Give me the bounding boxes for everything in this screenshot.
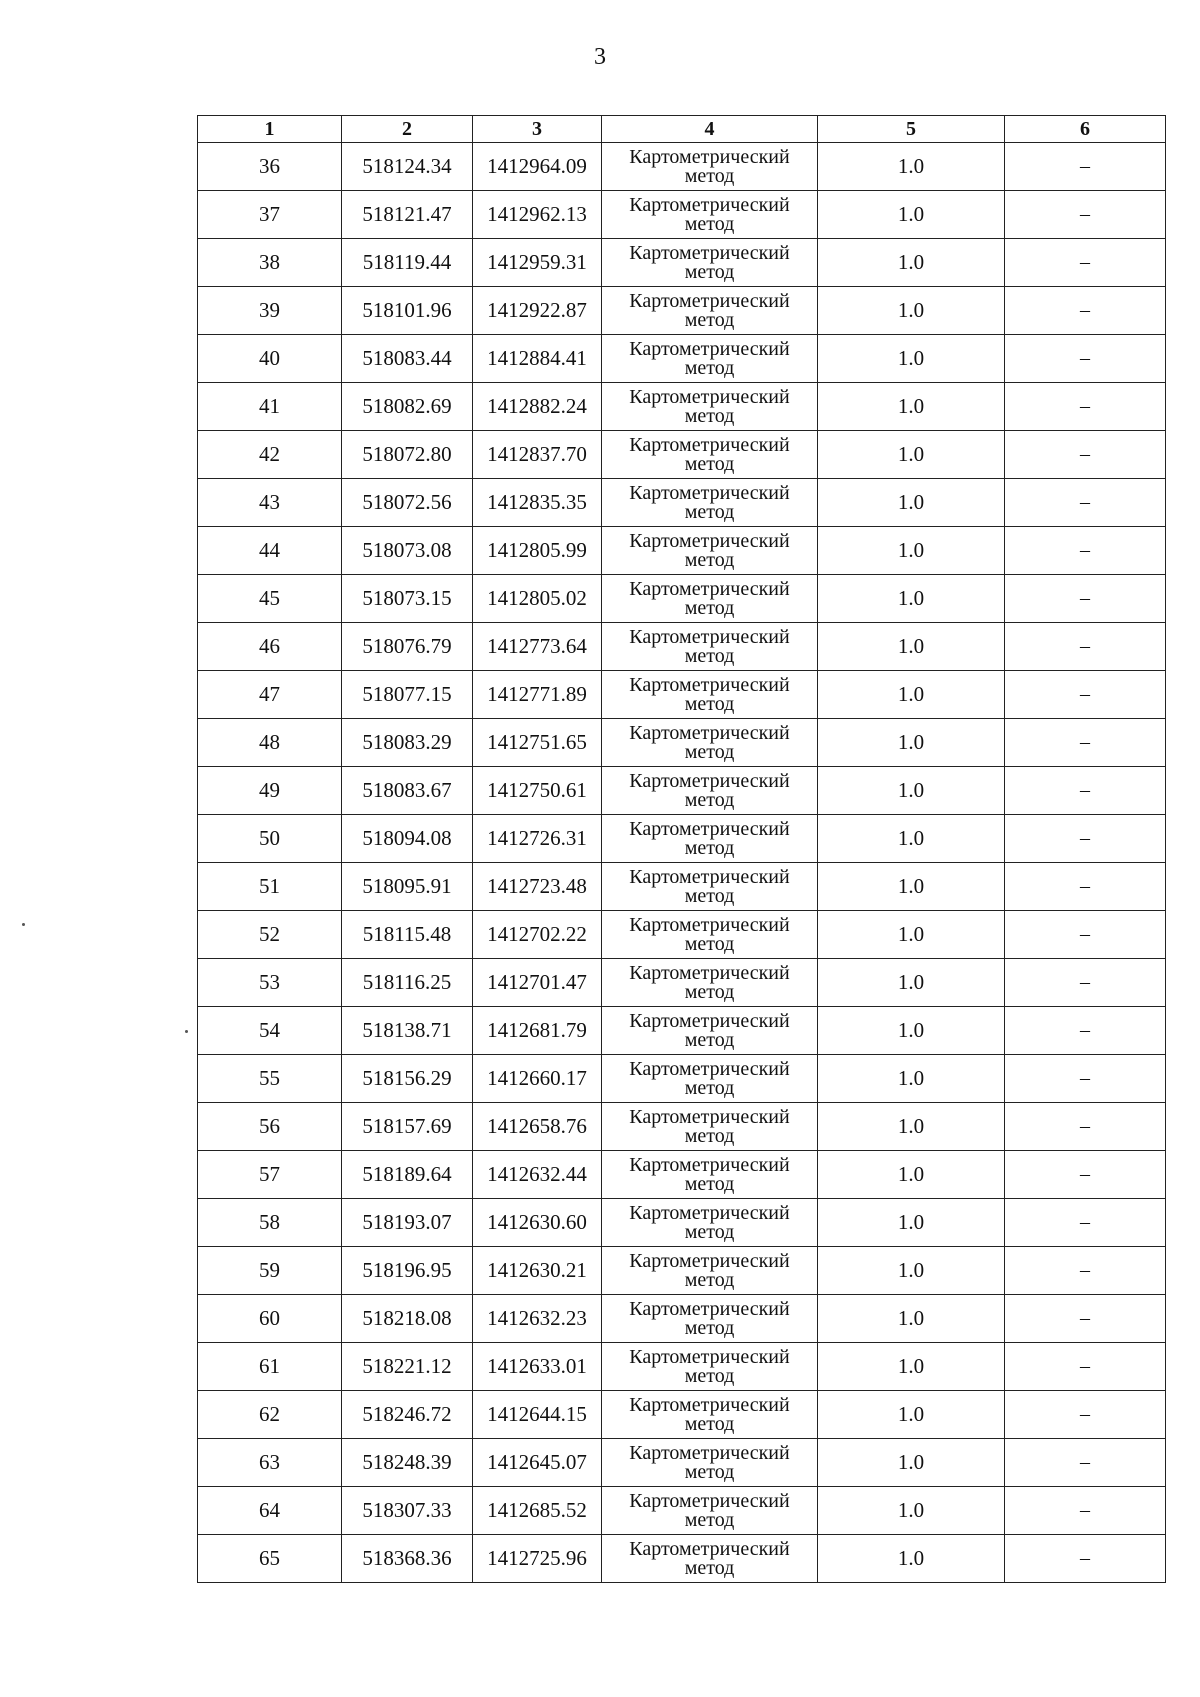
cell-note: – <box>1005 1103 1166 1151</box>
cell-x-coordinate: 518193.07 <box>342 1199 473 1247</box>
cell-y-coordinate: 1412771.89 <box>473 671 602 719</box>
cell-y-coordinate: 1412750.61 <box>473 767 602 815</box>
cell-method: Картометрический метод <box>602 1103 818 1151</box>
cell-note: – <box>1005 575 1166 623</box>
table-body <box>198 143 1166 1583</box>
cell-y-coordinate: 1412630.60 <box>473 1199 602 1247</box>
cell-point-number: 57 <box>198 1151 342 1199</box>
cell-point-number: 64 <box>198 1487 342 1535</box>
cell-y-coordinate: 1412959.31 <box>473 239 602 287</box>
cell-note: – <box>1005 815 1166 863</box>
cell-method: Картометрический метод <box>602 1247 818 1295</box>
cell-accuracy: 1.0 <box>818 623 1005 671</box>
table-row <box>198 479 1166 527</box>
table-row <box>198 911 1166 959</box>
cell-x-coordinate: 518076.79 <box>342 623 473 671</box>
cell-point-number: 46 <box>198 623 342 671</box>
cell-method: Картометрический метод <box>602 527 818 575</box>
cell-accuracy: 1.0 <box>818 143 1005 191</box>
page-number: 3 <box>594 44 606 70</box>
cell-x-coordinate: 518083.44 <box>342 335 473 383</box>
cell-y-coordinate: 1412725.96 <box>473 1535 602 1583</box>
cell-note: – <box>1005 1535 1166 1583</box>
table-row <box>198 1439 1166 1487</box>
cell-note: – <box>1005 287 1166 335</box>
cell-method: Картометрический метод <box>602 671 818 719</box>
cell-point-number: 60 <box>198 1295 342 1343</box>
cell-method: Картометрический метод <box>602 431 818 479</box>
table-row <box>198 623 1166 671</box>
table-row <box>198 143 1166 191</box>
cell-accuracy: 1.0 <box>818 911 1005 959</box>
cell-y-coordinate: 1412962.13 <box>473 191 602 239</box>
cell-note: – <box>1005 1055 1166 1103</box>
cell-note: – <box>1005 383 1166 431</box>
cell-note: – <box>1005 335 1166 383</box>
cell-method: Картометрический метод <box>602 719 818 767</box>
cell-method: Картометрический метод <box>602 767 818 815</box>
cell-x-coordinate: 518083.29 <box>342 719 473 767</box>
cell-note: – <box>1005 863 1166 911</box>
cell-accuracy: 1.0 <box>818 959 1005 1007</box>
cell-note: – <box>1005 527 1166 575</box>
cell-x-coordinate: 518083.67 <box>342 767 473 815</box>
cell-point-number: 55 <box>198 1055 342 1103</box>
cell-accuracy: 1.0 <box>818 1391 1005 1439</box>
cell-point-number: 44 <box>198 527 342 575</box>
cell-y-coordinate: 1412835.35 <box>473 479 602 527</box>
cell-method: Картометрический метод <box>602 1391 818 1439</box>
table-row <box>198 863 1166 911</box>
table-row <box>198 1295 1166 1343</box>
cell-x-coordinate: 518115.48 <box>342 911 473 959</box>
cell-x-coordinate: 518307.33 <box>342 1487 473 1535</box>
cell-point-number: 49 <box>198 767 342 815</box>
cell-y-coordinate: 1412773.64 <box>473 623 602 671</box>
cell-point-number: 40 <box>198 335 342 383</box>
cell-accuracy: 1.0 <box>818 239 1005 287</box>
cell-point-number: 61 <box>198 1343 342 1391</box>
cell-x-coordinate: 518189.64 <box>342 1151 473 1199</box>
cell-y-coordinate: 1412681.79 <box>473 1007 602 1055</box>
cell-note: – <box>1005 1151 1166 1199</box>
table-row <box>198 1007 1166 1055</box>
cell-note: – <box>1005 431 1166 479</box>
cell-y-coordinate: 1412726.31 <box>473 815 602 863</box>
cell-method: Картометрический метод <box>602 335 818 383</box>
cell-point-number: 41 <box>198 383 342 431</box>
cell-method: Картометрический метод <box>602 479 818 527</box>
cell-method: Картометрический метод <box>602 1535 818 1583</box>
cell-y-coordinate: 1412658.76 <box>473 1103 602 1151</box>
cell-x-coordinate: 518218.08 <box>342 1295 473 1343</box>
cell-note: – <box>1005 1007 1166 1055</box>
table-header-row <box>198 116 1166 143</box>
cell-method: Картометрический метод <box>602 1199 818 1247</box>
table-row <box>198 383 1166 431</box>
cell-x-coordinate: 518221.12 <box>342 1343 473 1391</box>
cell-accuracy: 1.0 <box>818 1103 1005 1151</box>
cell-note: – <box>1005 911 1166 959</box>
cell-y-coordinate: 1412723.48 <box>473 863 602 911</box>
cell-accuracy: 1.0 <box>818 383 1005 431</box>
cell-x-coordinate: 518119.44 <box>342 239 473 287</box>
cell-method: Картометрический метод <box>602 575 818 623</box>
table-row <box>198 1487 1166 1535</box>
cell-point-number: 58 <box>198 1199 342 1247</box>
column-header-4: 4 <box>602 116 818 143</box>
cell-x-coordinate: 518072.80 <box>342 431 473 479</box>
cell-x-coordinate: 518124.34 <box>342 143 473 191</box>
cell-y-coordinate: 1412685.52 <box>473 1487 602 1535</box>
cell-y-coordinate: 1412633.01 <box>473 1343 602 1391</box>
cell-method: Картометрический метод <box>602 239 818 287</box>
cell-note: – <box>1005 959 1166 1007</box>
cell-x-coordinate: 518246.72 <box>342 1391 473 1439</box>
cell-point-number: 47 <box>198 671 342 719</box>
cell-point-number: 65 <box>198 1535 342 1583</box>
table-row <box>198 767 1166 815</box>
cell-point-number: 36 <box>198 143 342 191</box>
column-header-1: 1 <box>198 116 342 143</box>
cell-x-coordinate: 518116.25 <box>342 959 473 1007</box>
cell-y-coordinate: 1412805.02 <box>473 575 602 623</box>
table-row <box>198 527 1166 575</box>
column-header-2: 2 <box>342 116 473 143</box>
cell-x-coordinate: 518073.08 <box>342 527 473 575</box>
cell-note: – <box>1005 623 1166 671</box>
table-row <box>198 1391 1166 1439</box>
cell-x-coordinate: 518156.29 <box>342 1055 473 1103</box>
cell-x-coordinate: 518095.91 <box>342 863 473 911</box>
cell-x-coordinate: 518072.56 <box>342 479 473 527</box>
cell-method: Картометрический метод <box>602 911 818 959</box>
cell-method: Картометрический метод <box>602 191 818 239</box>
cell-x-coordinate: 518138.71 <box>342 1007 473 1055</box>
cell-accuracy: 1.0 <box>818 431 1005 479</box>
cell-accuracy: 1.0 <box>818 287 1005 335</box>
cell-note: – <box>1005 719 1166 767</box>
cell-accuracy: 1.0 <box>818 1487 1005 1535</box>
cell-x-coordinate: 518101.96 <box>342 287 473 335</box>
table-row <box>198 239 1166 287</box>
cell-method: Картометрический метод <box>602 623 818 671</box>
cell-method: Картометрический метод <box>602 959 818 1007</box>
cell-point-number: 59 <box>198 1247 342 1295</box>
cell-y-coordinate: 1412922.87 <box>473 287 602 335</box>
cell-note: – <box>1005 479 1166 527</box>
cell-y-coordinate: 1412964.09 <box>473 143 602 191</box>
cell-accuracy: 1.0 <box>818 1055 1005 1103</box>
cell-y-coordinate: 1412630.21 <box>473 1247 602 1295</box>
cell-y-coordinate: 1412882.24 <box>473 383 602 431</box>
cell-note: – <box>1005 1295 1166 1343</box>
cell-x-coordinate: 518082.69 <box>342 383 473 431</box>
cell-x-coordinate: 518121.47 <box>342 191 473 239</box>
cell-y-coordinate: 1412701.47 <box>473 959 602 1007</box>
coordinates-table <box>197 115 1166 1583</box>
cell-y-coordinate: 1412644.15 <box>473 1391 602 1439</box>
cell-point-number: 37 <box>198 191 342 239</box>
table-row <box>198 671 1166 719</box>
cell-point-number: 62 <box>198 1391 342 1439</box>
cell-point-number: 54 <box>198 1007 342 1055</box>
cell-method: Картометрический метод <box>602 1487 818 1535</box>
cell-accuracy: 1.0 <box>818 767 1005 815</box>
cell-accuracy: 1.0 <box>818 575 1005 623</box>
cell-x-coordinate: 518094.08 <box>342 815 473 863</box>
cell-y-coordinate: 1412884.41 <box>473 335 602 383</box>
cell-point-number: 38 <box>198 239 342 287</box>
cell-point-number: 45 <box>198 575 342 623</box>
cell-method: Картометрический метод <box>602 1151 818 1199</box>
cell-method: Картометрический метод <box>602 383 818 431</box>
column-header-6: 6 <box>1005 116 1166 143</box>
cell-note: – <box>1005 1391 1166 1439</box>
table-row <box>198 1343 1166 1391</box>
cell-accuracy: 1.0 <box>818 863 1005 911</box>
cell-x-coordinate: 518248.39 <box>342 1439 473 1487</box>
cell-point-number: 39 <box>198 287 342 335</box>
cell-note: – <box>1005 191 1166 239</box>
cell-point-number: 50 <box>198 815 342 863</box>
cell-method: Картометрический метод <box>602 815 818 863</box>
cell-accuracy: 1.0 <box>818 719 1005 767</box>
cell-y-coordinate: 1412805.99 <box>473 527 602 575</box>
cell-point-number: 63 <box>198 1439 342 1487</box>
cell-method: Картометрический метод <box>602 863 818 911</box>
table-row <box>198 287 1166 335</box>
cell-accuracy: 1.0 <box>818 1007 1005 1055</box>
cell-x-coordinate: 518073.15 <box>342 575 473 623</box>
cell-accuracy: 1.0 <box>818 815 1005 863</box>
cell-accuracy: 1.0 <box>818 1295 1005 1343</box>
cell-accuracy: 1.0 <box>818 527 1005 575</box>
cell-point-number: 56 <box>198 1103 342 1151</box>
cell-point-number: 43 <box>198 479 342 527</box>
cell-x-coordinate: 518077.15 <box>342 671 473 719</box>
cell-note: – <box>1005 1343 1166 1391</box>
table-row <box>198 959 1166 1007</box>
table-row <box>198 1247 1166 1295</box>
table-row <box>198 1151 1166 1199</box>
cell-accuracy: 1.0 <box>818 1199 1005 1247</box>
cell-accuracy: 1.0 <box>818 1439 1005 1487</box>
cell-point-number: 42 <box>198 431 342 479</box>
cell-y-coordinate: 1412702.22 <box>473 911 602 959</box>
cell-y-coordinate: 1412632.44 <box>473 1151 602 1199</box>
cell-y-coordinate: 1412645.07 <box>473 1439 602 1487</box>
cell-method: Картометрический метод <box>602 1439 818 1487</box>
table-row <box>198 1055 1166 1103</box>
table-row <box>198 719 1166 767</box>
cell-point-number: 53 <box>198 959 342 1007</box>
cell-point-number: 51 <box>198 863 342 911</box>
table-row <box>198 815 1166 863</box>
table-row <box>198 1103 1166 1151</box>
cell-accuracy: 1.0 <box>818 479 1005 527</box>
table-row <box>198 431 1166 479</box>
cell-accuracy: 1.0 <box>818 335 1005 383</box>
table-row <box>198 575 1166 623</box>
cell-note: – <box>1005 1439 1166 1487</box>
column-header-5: 5 <box>818 116 1005 143</box>
cell-note: – <box>1005 1247 1166 1295</box>
table-row <box>198 1535 1166 1583</box>
table-row <box>198 1199 1166 1247</box>
scan-speck <box>185 1030 188 1033</box>
cell-y-coordinate: 1412837.70 <box>473 431 602 479</box>
cell-note: – <box>1005 671 1166 719</box>
cell-note: – <box>1005 1487 1166 1535</box>
cell-note: – <box>1005 1199 1166 1247</box>
cell-note: – <box>1005 239 1166 287</box>
cell-accuracy: 1.0 <box>818 1151 1005 1199</box>
cell-method: Картометрический метод <box>602 1295 818 1343</box>
cell-y-coordinate: 1412660.17 <box>473 1055 602 1103</box>
cell-method: Картометрический метод <box>602 143 818 191</box>
cell-accuracy: 1.0 <box>818 1343 1005 1391</box>
cell-method: Картометрический метод <box>602 1343 818 1391</box>
cell-point-number: 48 <box>198 719 342 767</box>
column-header-3: 3 <box>473 116 602 143</box>
scan-speck <box>22 923 25 926</box>
cell-accuracy: 1.0 <box>818 1535 1005 1583</box>
cell-point-number: 52 <box>198 911 342 959</box>
table-row <box>198 191 1166 239</box>
cell-accuracy: 1.0 <box>818 191 1005 239</box>
cell-method: Картометрический метод <box>602 287 818 335</box>
cell-accuracy: 1.0 <box>818 671 1005 719</box>
cell-y-coordinate: 1412632.23 <box>473 1295 602 1343</box>
table-row <box>198 335 1166 383</box>
cell-y-coordinate: 1412751.65 <box>473 719 602 767</box>
cell-method: Картометрический метод <box>602 1055 818 1103</box>
cell-accuracy: 1.0 <box>818 1247 1005 1295</box>
cell-x-coordinate: 518368.36 <box>342 1535 473 1583</box>
cell-note: – <box>1005 143 1166 191</box>
cell-x-coordinate: 518157.69 <box>342 1103 473 1151</box>
cell-x-coordinate: 518196.95 <box>342 1247 473 1295</box>
cell-method: Картометрический метод <box>602 1007 818 1055</box>
cell-note: – <box>1005 767 1166 815</box>
